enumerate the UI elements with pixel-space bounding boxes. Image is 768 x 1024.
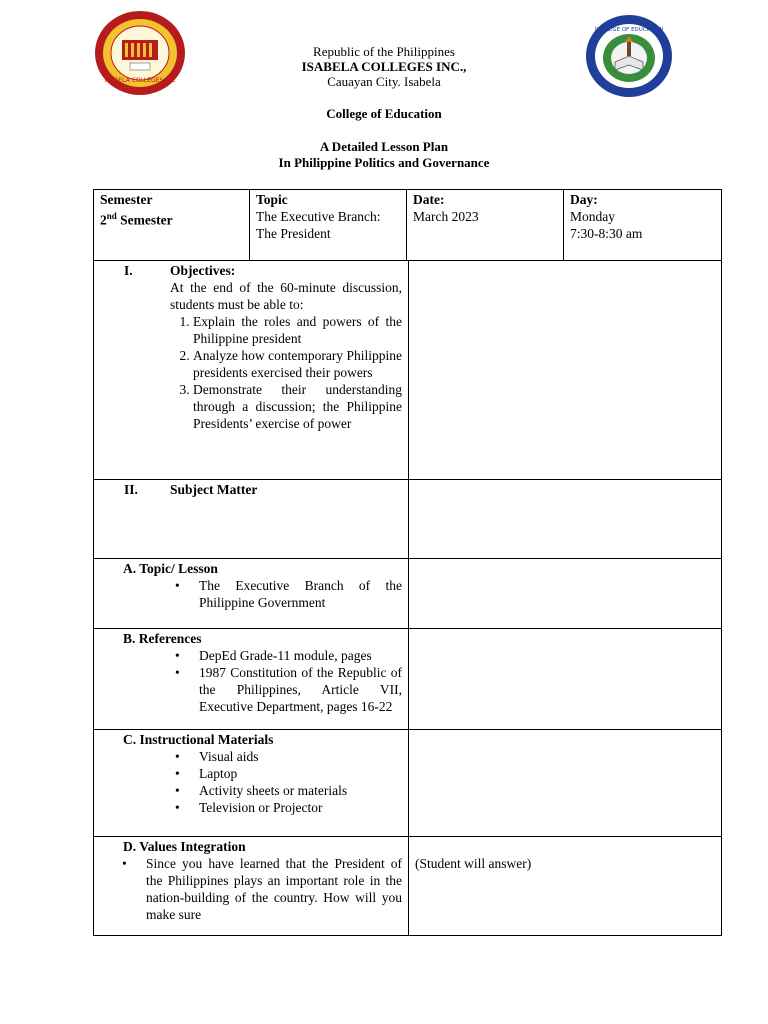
materials-list	[100, 748, 402, 816]
objectives-num: I.	[124, 263, 133, 278]
references-heading: B. References	[123, 631, 202, 646]
objective-item: 1. Explain the roles and powers of the Philippine president	[193, 313, 402, 347]
subject-row	[94, 480, 722, 559]
objectives-heading: Objectives:	[170, 263, 236, 278]
materials-answer-cell	[409, 730, 722, 837]
day-label: Day:	[570, 192, 598, 207]
topic-lesson-heading: A. Topic/ Lesson	[123, 561, 218, 576]
plan-subject: In Philippine Politics and Governance	[278, 155, 490, 170]
materials-cell	[94, 730, 409, 837]
day-cell	[564, 190, 722, 261]
values-list	[100, 855, 402, 923]
objective-item: 2. Analyze how contemporary Philippine presidents exercised their powers	[193, 347, 402, 381]
info-row	[94, 190, 722, 261]
objectives-row	[94, 261, 722, 480]
objective-item: 3. Demonstrate their understanding through a discussion; the Philippine Presidents’ exercise of power	[193, 381, 402, 432]
objectives-cell	[94, 261, 409, 480]
student-answer-note: (Student will answer)	[415, 856, 532, 871]
reference-item: • 1987 Constitution of the Republic of the Philippines, Article VII, Executive Department, pages 16-22	[199, 664, 402, 715]
references-list	[100, 647, 402, 715]
values-heading: D. Values Integration	[123, 839, 246, 854]
topic-lesson-answer-cell	[409, 559, 722, 629]
semester-label: Semester	[100, 192, 153, 207]
material-item: • Activity sheets or materials	[199, 782, 402, 799]
topic-lesson-row	[94, 559, 722, 629]
day-value: Monday	[570, 209, 615, 224]
lesson-plan-table	[93, 189, 722, 261]
values-item: • Since you have learned that the President of the Philippines plays an important role in the nation-building of the country. How will you make sure	[146, 855, 402, 923]
topic-label: Topic	[256, 192, 288, 207]
topic-lesson-list	[100, 577, 402, 611]
lesson-body-table	[93, 260, 722, 936]
topic-lesson-item: • The Executive Branch of the Philippine Government	[199, 577, 402, 611]
objectives-list	[170, 313, 402, 432]
left-logo-text: ISABELA COLLEGES INC	[104, 77, 176, 84]
topic-value: The Executive Branch: The President	[256, 209, 381, 241]
topic-cell	[250, 190, 407, 261]
date-label: Date:	[413, 192, 445, 207]
school-name: ISABELA COLLEGES INC.,	[301, 59, 467, 74]
values-answer-cell	[409, 837, 722, 936]
objectives-answer-cell	[409, 261, 722, 480]
values-row	[94, 837, 722, 936]
right-logo-text: COLLEGE OF EDUCATION	[594, 27, 664, 33]
time-value: 7:30-8:30 am	[570, 226, 643, 241]
reference-item: • DepEd Grade-11 module, pages	[199, 647, 402, 664]
school-city: Cauayan City. Isabela	[327, 74, 441, 89]
college-name: College of Education	[326, 106, 442, 121]
plan-title: A Detailed Lesson Plan	[319, 139, 449, 154]
materials-heading: C. Instructional Materials	[123, 732, 274, 747]
republic-line: Republic of the Philippines	[313, 44, 455, 59]
references-cell	[94, 629, 409, 730]
subject-answer-cell	[409, 480, 722, 559]
material-item: • Laptop	[199, 765, 402, 782]
subject-heading: Subject Matter	[170, 482, 258, 497]
material-item: • Television or Projector	[199, 799, 402, 816]
material-item: • Visual aids	[199, 748, 402, 765]
semester-value: 2nd Semester	[100, 211, 173, 228]
references-answer-cell	[409, 629, 722, 730]
topic-lesson-cell	[94, 559, 409, 629]
materials-row	[94, 730, 722, 837]
subject-num: II.	[124, 482, 138, 497]
date-cell	[407, 190, 564, 261]
values-cell	[94, 837, 409, 936]
references-row	[94, 629, 722, 730]
semester-cell	[94, 190, 250, 261]
date-value: March 2023	[413, 209, 479, 224]
subject-cell	[94, 480, 409, 559]
objectives-intro: At the end of the 60-minute discussion, students must be able to:	[170, 280, 402, 312]
